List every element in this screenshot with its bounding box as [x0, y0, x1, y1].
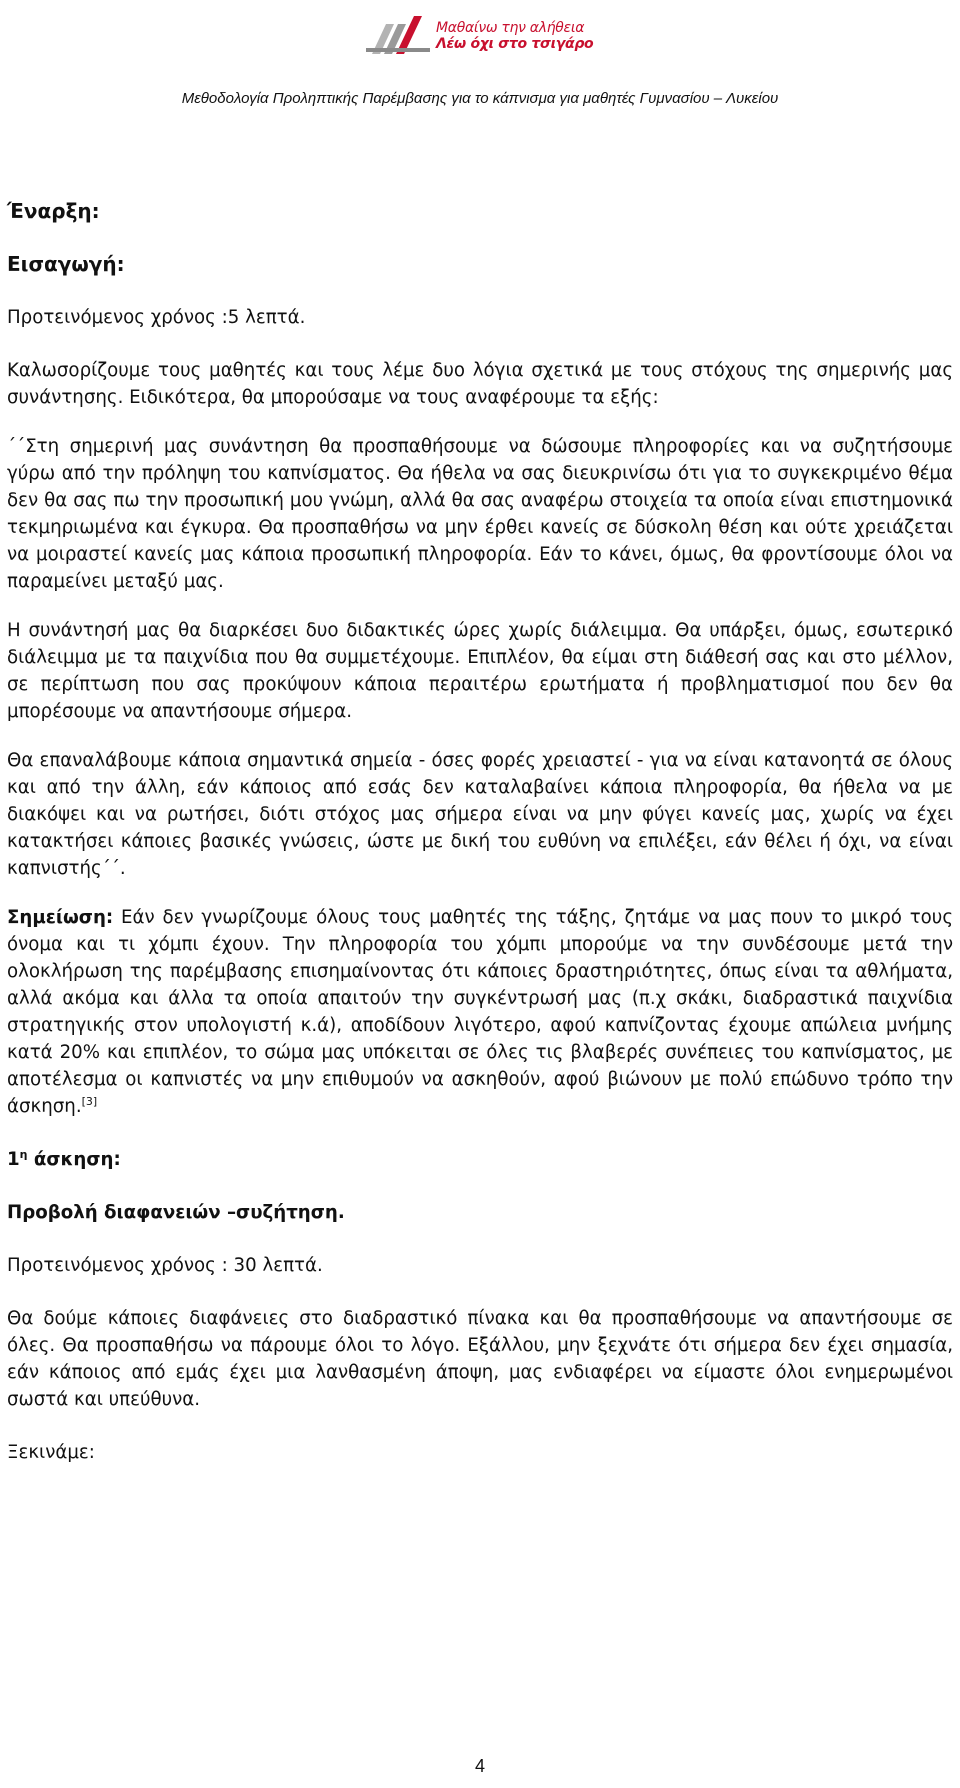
note-paragraph	[7, 904, 953, 1120]
note-label: Σημείωση:	[7, 907, 114, 928]
quote-paragraph: ΄΄Στη σημερινή μας συνάντηση θα προσπαθήσουμε να δώσουμε πληροφορίες και να συζητήσουμε γύρω από την πρόληψη του καπνίσματος. Θα ήθελα να σας διευκρινίσω ότι για το συγκεκριμένο θέμα δεν θα σας πω την προσωπική μου γνώμη, αλλά θα σας αναφέρω στοιχεία τα οποία είναι επιστημονικά τεκμηριωμένα και έγκυρα. Θα προσπαθήσω να μην έρθει κανείς σε δύσκολη θέση και ούτε χρειάζεται να μοιραστεί κανείς μας κάποια προσωπική πληροφορία. Εάν το κάνει, όμως, θα φροντίσουμε όλοι να παραμείνει μεταξύ μας.	[7, 436, 953, 592]
logo-line-1: Μαθαίνω την αλήθεια	[436, 20, 585, 36]
footnote-ref: [3]	[81, 1094, 98, 1108]
document-subtitle: Μεθοδολογία Προληπτικής Παρέμβασης για το κάπνισμα για μαθητές Γυμνασίου – Λυκείου	[181, 90, 779, 107]
page-number: 4	[474, 1756, 485, 1776]
exercise-number: 1	[7, 1149, 20, 1170]
closing-line: Ξεκινάμε:	[7, 1442, 95, 1463]
logo-line-2: Λέω όχι στο τσιγάρο	[436, 36, 594, 52]
exercise-word: άσκηση:	[27, 1149, 121, 1170]
heading-start: Έναρξη:	[7, 199, 100, 223]
exercise-ordinal: η	[19, 1147, 28, 1161]
repeat-paragraph: Θα επαναλάβουμε κάποια σημαντικά σημεία - όσες φορές χρειαστεί - για να είναι κατανοητά σε όλους και από την άλλη, εάν κάποιος από εσάς δεν καταλαβαίνει κάποια πληροφορία, θα ήθελα να με διακόψει και να ρωτήσει, διότι στόχος μας σήμερα είναι να μην φύγει κανείς μας, χωρίς να έχει κατακτήσει κάποιες βασικές γνώσεις, ώστε με δική του ευθύνη να επιλέξει, εάν θέλει ή όχι, να είναι καπνιστής΄΄.	[7, 750, 953, 879]
page-header	[0, 0, 960, 120]
note-text: Εάν δεν γνωρίζουμε όλους τους μαθητές της τάξης, ζητάμε να μας πουν το μικρό τους όνομα και τι χόμπι έχουν. Την πληροφορία του χόμπι μπορούμε να την συνδέσουμε μετά την ολοκλήρωση της παρέμβασης επισημαίνοντας ότι κάποιες δραστηριότητες, όπως είναι τα αθλήματα, αλλά ακόμα και άλλα τα οποία απαιτούν την συγκέντρωσή μας (π.χ σκάκι, διαδραστικά παιχνίδια στρατηγικής στον υπολογιστή κ.ά), αποδίδουν λιγότερο, αφού καπνίζοντας έχουμε απώλεια μνήμης κατά 20% και επιπλέον, το σώμα μας υπόκειται σε όλες τις βλαβερές συνέπειες του καπνίσματος, με αποτέλεσμα οι καπνιστές να μην επιθυμούν να ασκηθούν, αφού βιώνουν με πολύ επώδυνο τρόπο την άσκηση.	[7, 907, 953, 1117]
document-body	[7, 198, 953, 1466]
exercise-heading	[7, 1146, 953, 1173]
duration-paragraph: Η συνάντησή μας θα διαρκέσει δυο διδακτικές ώρες χωρίς διάλειμμα. Θα υπάρξει, όμως, εσωτερικό διάλειμμα με τα παιχνίδια που θα συμμετέχουμε. Επιπλέον, θα είμαι στη διάθεσή σας και στο μέλλον, σε περίπτωση που σας προκύψουν κάποια περαιτέρω ερωτήματα ή προβληματισμοί που δεν θα μπορέσουμε να απαντήσουμε σήμερα.	[7, 620, 953, 722]
logo-mark-icon	[362, 14, 432, 54]
exercise-title: Προβολή διαφανειών –συζήτηση.	[7, 1202, 345, 1223]
intro-time: Προτεινόμενος χρόνος :5 λεπτά.	[7, 307, 306, 328]
exercise-time: Προτεινόμενος χρόνος : 30 λεπτά.	[7, 1255, 323, 1276]
heading-intro: Εισαγωγή:	[7, 252, 125, 276]
campaign-logo	[362, 14, 622, 54]
intro-paragraph: Καλωσορίζουμε τους μαθητές και τους λέμε δυο λόγια σχετικά με τους στόχους της σημερινής μας συνάντησης. Ειδικότερα, θα μπορούσαμε να τους αναφέρουμε τα εξής:	[7, 360, 953, 408]
slides-paragraph: Θα δούμε κάποιες διαφάνειες στο διαδραστικό πίνακα και θα προσπαθήσουμε να απαντήσουμε σε όλες. Θα προσπαθήσω να πάρουμε όλοι το λόγο. Εξάλλου, μην ξεχνάτε ότι σήμερα δεν έχει σημασία, εάν κάποιος από εμάς έχει μια λανθασμένη άποψη, μας ενδιαφέρει να είμαστε όλοι ενημερωμένοι σωστά και υπεύθυνα.	[7, 1308, 953, 1410]
